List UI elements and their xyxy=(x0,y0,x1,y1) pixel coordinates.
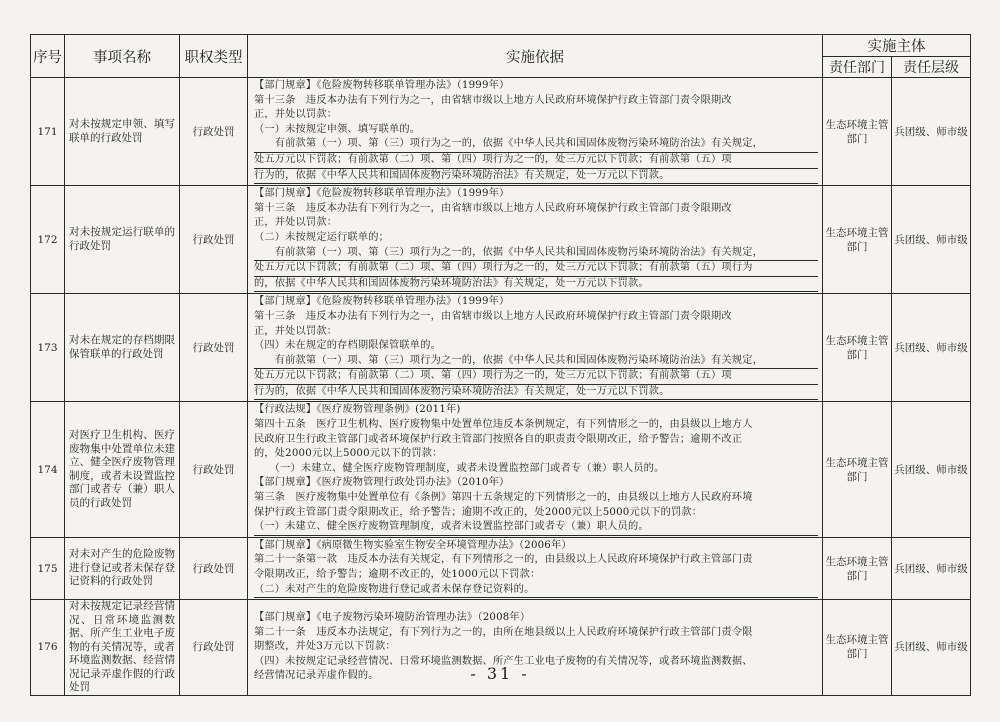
basis-line: （二）未对产生的危险废物进行登记或者未保存登记资料的。 xyxy=(254,583,818,599)
basis-line: 民政府卫生行政主管部门或者环境保护行政主管部门按照各自的职责责令限期改正，给予警告；逾期不改正 xyxy=(254,433,743,445)
responsible-level: 兵团级、师市级 xyxy=(892,78,971,186)
power-type: 行政处罚 xyxy=(180,537,248,599)
table-row xyxy=(31,402,971,537)
responsible-level: 兵团级、师市级 xyxy=(892,402,971,537)
basis-line: 有前款第（一）项、第（三）项行为之一的，依据《中华人民共和国固体废物污染环境防治法》有关规定， xyxy=(254,137,818,153)
power-type: 行政处罚 xyxy=(180,402,248,537)
basis-line: 第十三条 违反本办法有下列行为之一，由省辖市级以上地方人民政府环境保护行政主管部门责令限期改 xyxy=(254,310,732,322)
basis-line: 行为的，依据《中华人民共和国固体废物污染环境防治法》有关规定，处一万元以下罚款。 xyxy=(254,169,818,185)
basis-line: 令限期改正，给予警告；逾期不改正的，处1000元以下罚款： xyxy=(254,569,541,580)
basis-line: 保护行政主管部门责令限期改正，给予警告；逾期不改正的，处2000元以上5000元以下的罚款： xyxy=(254,506,703,518)
basis-line: （一）未建立、健全医疗废物管理制度，或者未设置监控部门或者专（兼）职人员的。 xyxy=(254,520,818,536)
basis-line: （四）未在规定的存档期限保管联单的。 xyxy=(254,340,441,352)
table-row xyxy=(31,186,971,294)
responsible-dept: 生态环境主管部门 xyxy=(823,186,892,294)
item-name: 对未按规定运行联单的行政处罚 xyxy=(65,186,180,294)
row-number: 173 xyxy=(31,294,65,402)
row-number: 175 xyxy=(31,537,65,599)
header-responsible-dept: 责任部门 xyxy=(823,57,892,78)
legal-basis xyxy=(248,402,823,537)
basis-line: 的，依据《中华人民共和国固体废物污染环境防治法》有关规定，处一万元以下罚款。 xyxy=(254,277,818,293)
responsible-dept: 生态环境主管部门 xyxy=(823,78,892,186)
basis-line: （二）未按规定运行联单的； xyxy=(254,231,390,243)
legal-basis xyxy=(248,186,823,294)
table-row xyxy=(31,78,971,186)
responsible-level: 兵团级、师市级 xyxy=(892,186,971,294)
responsible-level: 兵团级、师市级 xyxy=(892,600,971,696)
basis-line: 第四十五条 医疗卫生机构、医疗废物集中处置单位违反本条例规定，有下列情形之一的，由县级以上地方人 xyxy=(254,419,753,431)
basis-line: 的，处2000元以上5000元以下的罚款： xyxy=(254,448,443,460)
page-number: - 31 - xyxy=(470,664,530,683)
basis-line: 第二十一条 违反本办法规定，有下列行为之一的，由所在地县级以上人民政府环境保护行政主管部门责令限 xyxy=(254,626,753,638)
table-body xyxy=(31,78,971,696)
item-name: 对未在规定的存档期限保管联单的行政处罚 xyxy=(65,294,180,402)
basis-line: 【部门规章】《医疗废物管理行政处罚办法》（2010年） xyxy=(254,477,510,489)
responsible-level: 兵团级、师市级 xyxy=(892,294,971,402)
basis-line: 处五万元以下罚款；有前款第（二）项、第（四）项行为之一的，处三万元以下罚款；有前款第（五）项行为 xyxy=(254,261,818,277)
legal-basis xyxy=(248,78,823,186)
table-row xyxy=(31,537,971,599)
basis-line: 【部门规章】《危险废物转移联单管理办法》（1999年） xyxy=(254,80,510,91)
responsible-dept: 生态环境主管部门 xyxy=(823,294,892,402)
basis-line: 【部门规章】《病原微生物实验室生物安全环境管理办法》（2006年） xyxy=(254,539,572,551)
header-responsible-level: 责任层级 xyxy=(892,57,971,78)
admin-penalty-table xyxy=(30,34,971,696)
basis-line: 处五万元以下罚款；有前款第（二）项、第（四）项行为之一的，处三万元以下罚款；有前款第（五）项 xyxy=(254,369,818,385)
basis-line: 有前款第（一）项、第（三）项行为之一的，依据《中华人民共和国固体废物污染环境防治法》有关规定， xyxy=(254,354,818,370)
header-item-name: 事项名称 xyxy=(65,35,180,78)
basis-line: 行为的，依据《中华人民共和国固体废物污染环境防治法》有关规定，处一万元以下罚款。 xyxy=(254,385,818,401)
table-row xyxy=(31,294,971,402)
basis-line: 【部门规章】《电子废物污染环境防治管理办法》（2008年） xyxy=(254,611,531,623)
basis-line: 正，并处以罚款： xyxy=(254,325,338,337)
responsible-dept: 生态环境主管部门 xyxy=(823,600,892,696)
responsible-dept: 生态环境主管部门 xyxy=(823,402,892,537)
basis-line: 期整改，并处3万元以下罚款： xyxy=(254,641,396,653)
item-name: 对未按规定记录经营情况、日常环境监测数据、所产生工业电子废物的有关情况等，或者环境监测数据、经营情况记录弄虚作假的行政处罚 xyxy=(65,600,180,696)
basis-line: 第十三条 违反本办法有下列行为之一，由省辖市级以上地方人民政府环境保护行政主管部门责令限期改 xyxy=(254,202,732,214)
item-name: 对未按规定申领、填写联单的行政处罚 xyxy=(65,78,180,186)
row-number: 171 xyxy=(31,78,65,186)
basis-line: 有前款第（一）项、第（三）项行为之一的，依据《中华人民共和国固体废物污染环境防治法》有关规定， xyxy=(254,246,818,262)
responsible-level: 兵团级、师市级 xyxy=(892,537,971,599)
item-name: 对医疗卫生机构、医疗废物集中处置单位未建立、健全医疗废物管理制度，或者未设置监控部门或者专（兼）职人员的行政处罚 xyxy=(65,402,180,537)
legal-basis xyxy=(248,537,823,599)
header-subject: 实施主体 xyxy=(823,35,971,57)
basis-line: 【部门规章】《危险废物转移联单管理办法》（1999年） xyxy=(254,296,510,308)
basis-line: 第二十一条第一款 违反本办法有关规定，有下列情形之一的，由县级以上人民政府环境保护行政主管部门责 xyxy=(254,554,753,566)
row-number: 172 xyxy=(31,186,65,294)
header-power-type: 职权类型 xyxy=(180,35,248,78)
header-basis: 实施依据 xyxy=(248,35,823,78)
header-no: 序号 xyxy=(31,35,65,78)
basis-line: 经营情况记录弄虚作假的。 xyxy=(254,670,379,682)
basis-line: 正，并处以罚款： xyxy=(254,109,338,121)
power-type: 行政处罚 xyxy=(180,600,248,696)
basis-line: 【部门规章】《危险废物转移联单管理办法》（1999年） xyxy=(254,188,510,200)
power-type: 行政处罚 xyxy=(180,78,248,186)
row-number: 174 xyxy=(31,402,65,537)
document-sheet xyxy=(30,34,970,696)
row-number: 176 xyxy=(31,600,65,696)
responsible-dept: 生态环境主管部门 xyxy=(823,537,892,599)
basis-line: （四）未按规定记录经营情况、日常环境监测数据、所产生工业电子废物的有关情况等，或者环境监测数据、 xyxy=(254,655,753,667)
basis-line: 第十三条 违反本办法有下列行为之一，由省辖市级以上地方人民政府环境保护行政主管部门责令限期改 xyxy=(254,94,732,106)
basis-line: 第三条 医疗废物集中处置单位有《条例》第四十五条规定的下列情形之一的，由县级以上地方人民政府环境 xyxy=(254,492,753,504)
power-type: 行政处罚 xyxy=(180,186,248,294)
item-name: 对未对产生的危险废物进行登记或者未保存登记资料的行政处罚 xyxy=(65,537,180,599)
power-type: 行政处罚 xyxy=(180,294,248,402)
basis-line: 处五万元以下罚款；有前款第（二）项、第（四）项行为之一的，处三万元以下罚款；有前款第（五）项 xyxy=(254,153,818,169)
basis-line: （一）未按规定申领、填写联单的。 xyxy=(254,123,421,135)
basis-line: 正，并处以罚款： xyxy=(254,217,338,229)
basis-line: 【行政法规】《医疗废物管理条例》(2011年) xyxy=(254,404,461,416)
basis-line: （一）未建立、健全医疗废物管理制度，或者未设置监控部门或者专（兼）职人员的。 xyxy=(254,462,665,474)
legal-basis xyxy=(248,294,823,402)
